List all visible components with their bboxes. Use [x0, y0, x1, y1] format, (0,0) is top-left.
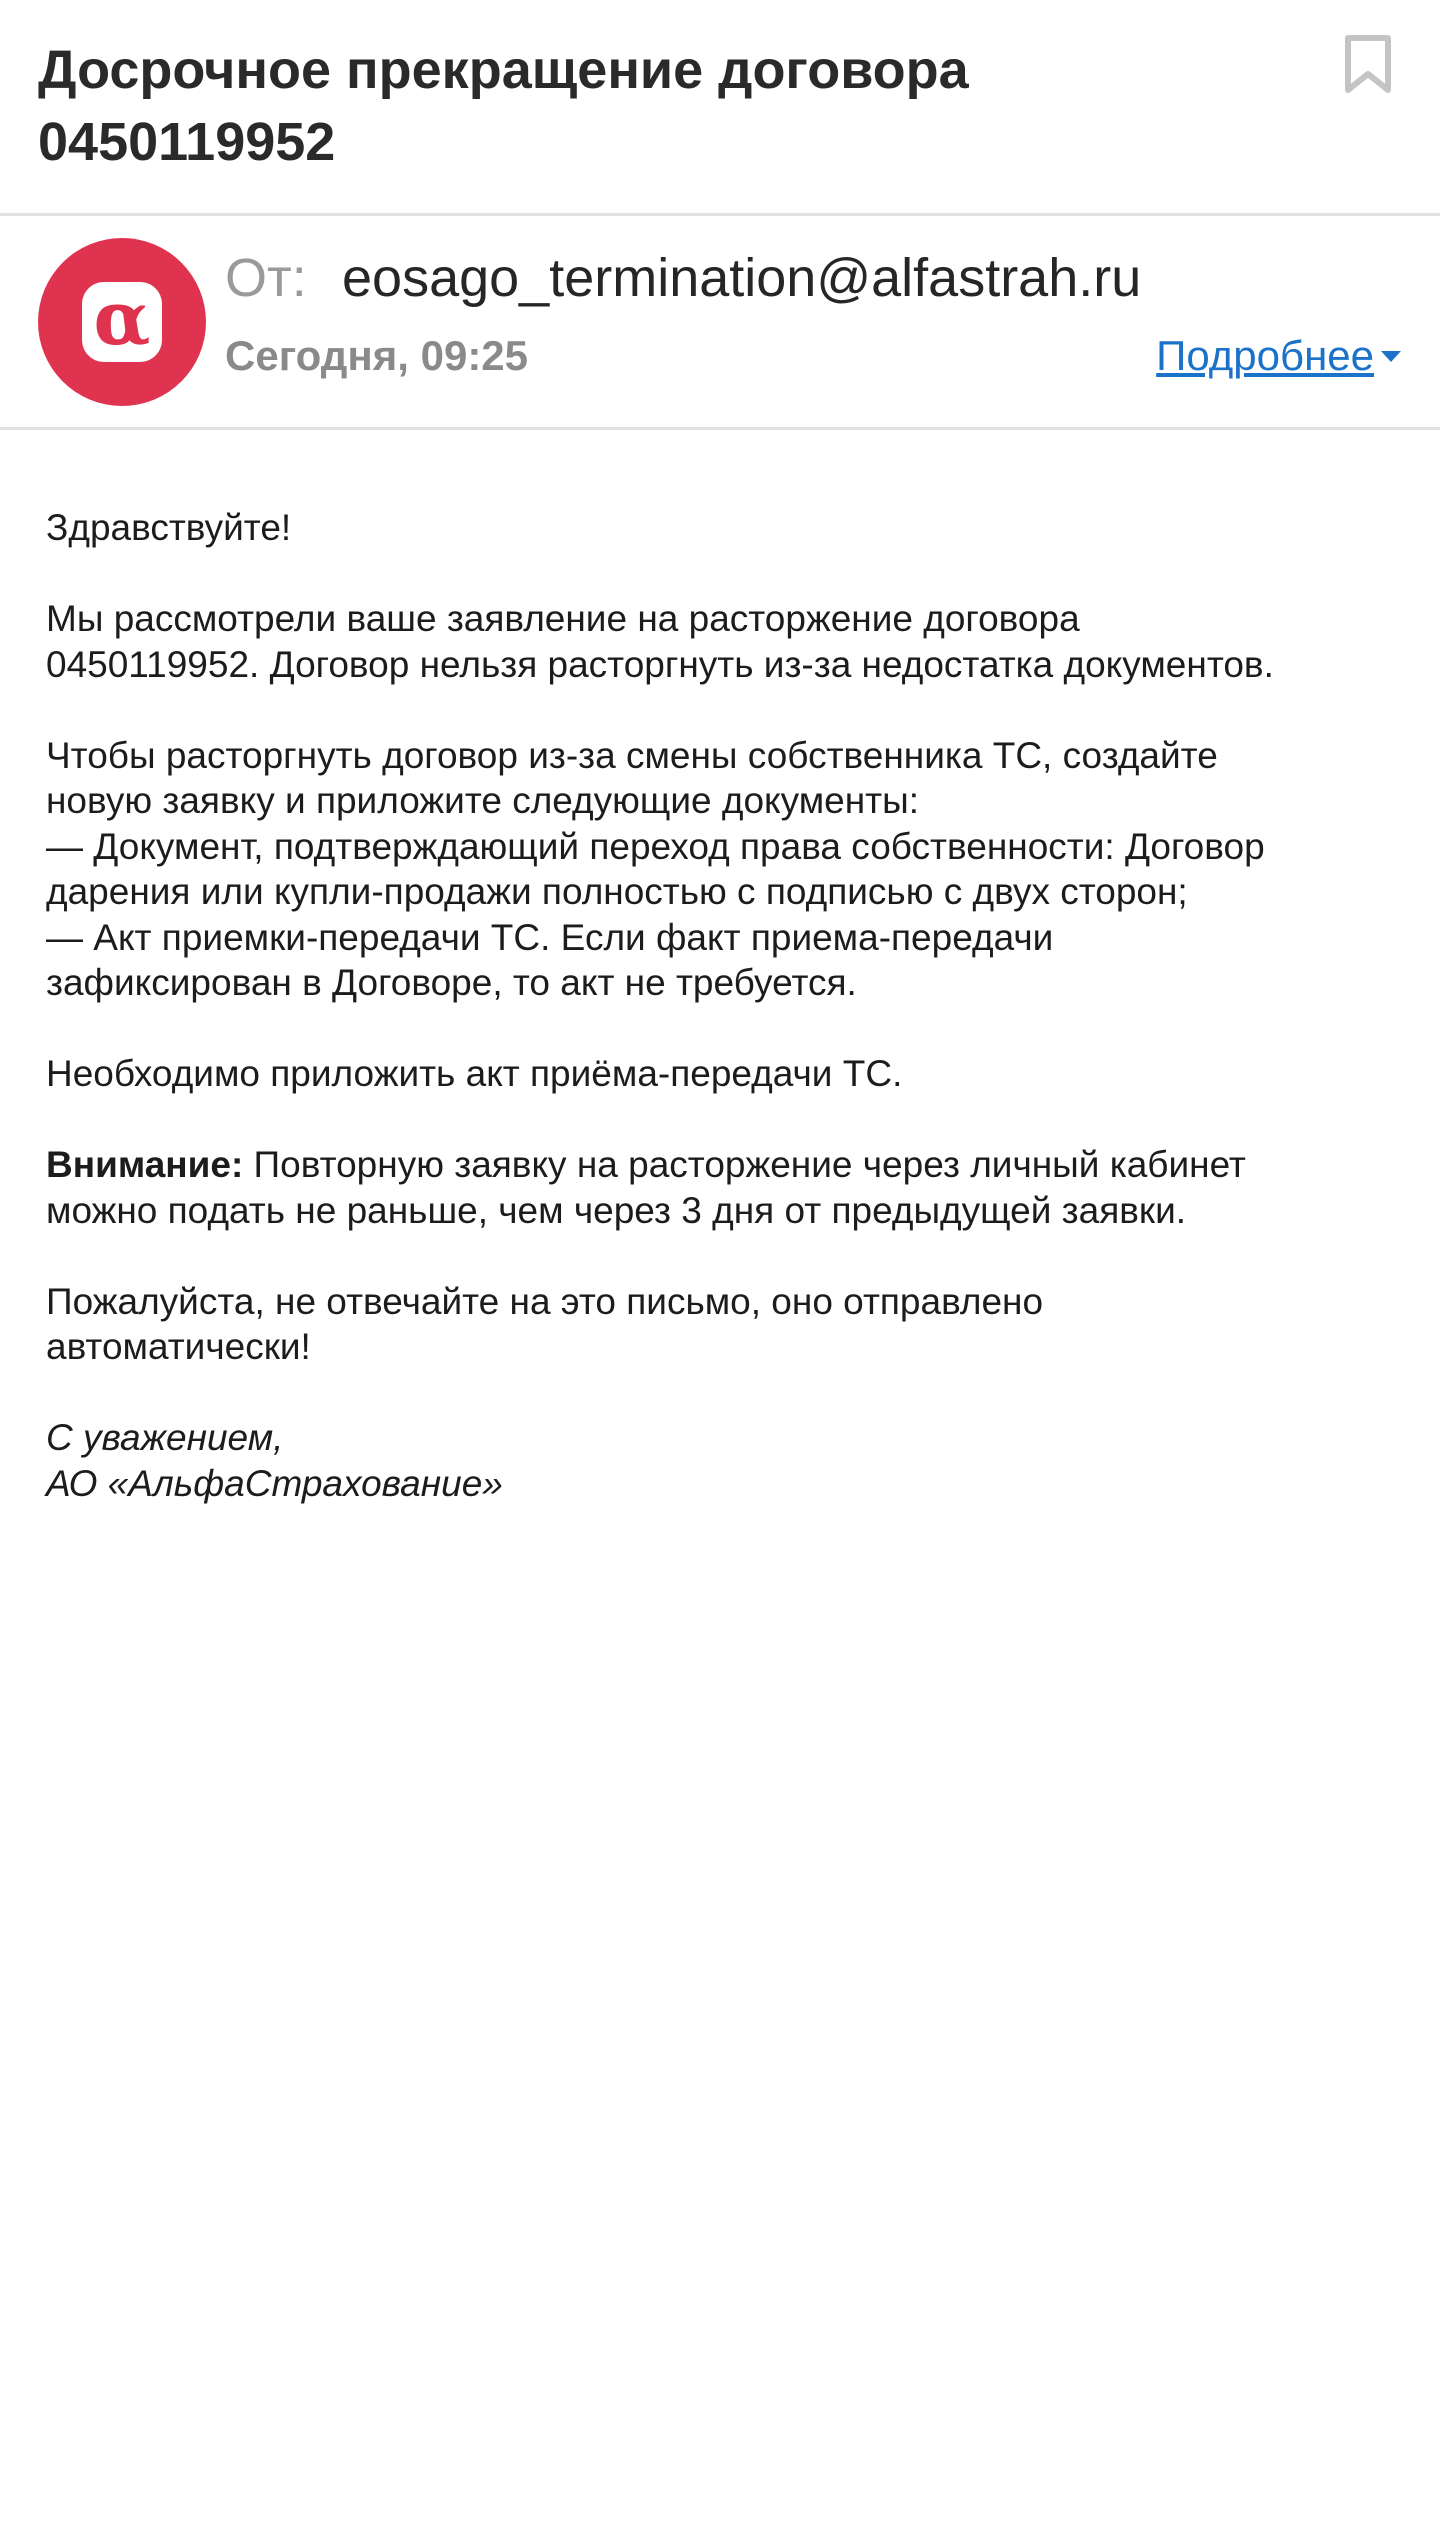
text-line: автоматически!	[46, 1326, 311, 1367]
signature-company: АО «АльфаСтрахование»	[46, 1462, 503, 1504]
message-header	[0, 0, 1440, 216]
text-line: зафиксирован в Договоре, то акт не требуется.	[46, 962, 857, 1003]
paragraph-instructions	[46, 733, 1416, 1006]
subject-line-1: Досрочное прекращение договора	[38, 40, 969, 100]
details-link-label: Подробнее	[1156, 332, 1374, 379]
signature	[46, 1415, 1416, 1506]
message-body	[46, 505, 1416, 1552]
text-line: новую заявку и приложите следующие документы:	[46, 780, 919, 821]
message-date: Сегодня, 09:25	[225, 332, 529, 379]
text-line: можно подать не раньше, чем через 3 дня от предыдущей заявки.	[46, 1189, 1187, 1231]
text-line	[46, 1142, 1416, 1188]
subject-line-2: 0450119952	[38, 112, 336, 172]
list-item: — Документ, подтверждающий переход права собственности: Договор	[46, 825, 1265, 867]
details-link[interactable]	[1156, 328, 1402, 384]
warning-text: Повторную заявку на расторжение через личный кабинет	[243, 1144, 1246, 1185]
paragraph-no-reply	[46, 1279, 1416, 1370]
text-line: Мы рассмотрели ваше заявление на расторжение договора	[46, 598, 1080, 639]
text-line: дарения или купли-продажи полностью с подписью с двух сторон;	[46, 871, 1188, 912]
bookmark-icon[interactable]	[1340, 34, 1396, 94]
list-item: — Акт приемки-передачи ТС. Если факт приема-передачи	[46, 916, 1054, 958]
text-line: 0450119952. Договор нельзя расторгнуть из-за недостатка документов.	[46, 643, 1274, 685]
signature-line: С уважением,	[46, 1417, 284, 1458]
paragraph-attach: Необходимо приложить акт приёма-передачи ТС.	[46, 1053, 903, 1094]
warning-label: Внимание:	[46, 1144, 244, 1185]
from-label: От:	[225, 248, 307, 308]
text-line: Пожалуйста, не отвечайте на это письмо, оно отправлено	[46, 1280, 1044, 1322]
sender-email[interactable]: eosago_termination@alfastrah.ru	[342, 248, 1142, 308]
text-line: Чтобы расторгнуть договор из-за смены собственника ТС, создайте	[46, 734, 1218, 776]
sender-avatar[interactable]	[38, 238, 206, 406]
avatar-glyph: α	[93, 276, 151, 362]
greeting: Здравствуйте!	[46, 507, 292, 548]
message-subject	[38, 34, 1238, 178]
paragraph-warning	[46, 1142, 1416, 1233]
caret-down-icon	[1380, 349, 1402, 363]
paragraph-review	[46, 596, 1416, 687]
sender-bar	[0, 216, 1440, 430]
